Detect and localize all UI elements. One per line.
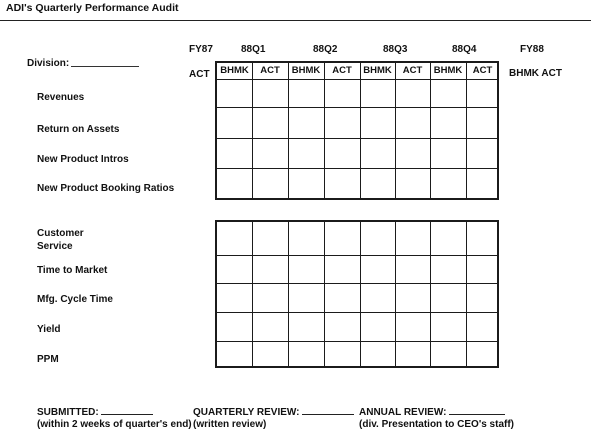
grid-line [217, 255, 497, 256]
row-label-line: Customer [37, 228, 84, 239]
row-label-customer-service [37, 227, 84, 253]
grid-line [217, 283, 497, 284]
grid-line [217, 107, 497, 108]
row-label-ppm: PPM [37, 354, 59, 365]
subheader-act: ACT [472, 65, 493, 76]
subheader-act: ACT [332, 65, 352, 76]
subheader-bhmk: BHMK [363, 65, 392, 76]
subheader-bhmk: BHMK [220, 65, 249, 76]
row-label-line: Service [37, 241, 73, 252]
fy87-act-label: ACT [189, 69, 210, 80]
row-label-new-product-booking-ratios: New Product Booking Ratios [37, 183, 175, 194]
grid-line [395, 222, 396, 366]
grid-line [324, 63, 325, 198]
annual-review-label: ANNUAL REVIEW: [359, 407, 447, 418]
grid-line [360, 63, 361, 198]
grid-line [217, 79, 497, 80]
grid-line [288, 63, 289, 198]
quarter-header: 88Q2 [313, 44, 338, 55]
division-label: Division: [27, 58, 70, 69]
row-label-revenues: Revenues [37, 92, 85, 103]
submitted-note: (within 2 weeks of quarter's end) [37, 419, 192, 430]
submitted-block [37, 405, 192, 431]
grid-line [288, 222, 289, 366]
grid-line [324, 222, 325, 366]
grid-line [217, 312, 497, 313]
grid-line [466, 63, 467, 198]
division-field[interactable] [71, 66, 139, 67]
submitted-field[interactable] [101, 405, 153, 415]
row-label-time-to-market: Time to Market [37, 265, 108, 276]
grid-line [395, 63, 396, 198]
performance-grid-operational [215, 220, 499, 368]
quarter-header: 88Q1 [241, 44, 266, 55]
document-title: ADI's Quarterly Performance Audit [6, 2, 179, 14]
annual-review-note: (div. Presentation to CEO's staff) [359, 419, 514, 430]
grid-line [217, 341, 497, 342]
grid-line [466, 222, 467, 366]
quarterly-review-block [193, 405, 354, 431]
quarterly-review-field[interactable] [302, 405, 354, 415]
grid-line [430, 222, 431, 366]
performance-grid-financial [215, 61, 499, 200]
quarterly-review-label: QUARTERLY REVIEW: [193, 407, 300, 418]
fy88-subheader: BHMK ACT [509, 68, 562, 79]
quarter-header: 88Q4 [452, 44, 477, 55]
subheader-bhmk: BHMK [433, 65, 463, 76]
grid-line [360, 222, 361, 366]
grid-line [252, 222, 253, 366]
title-rule [0, 20, 591, 21]
submitted-label: SUBMITTED: [37, 407, 99, 418]
annual-review-field[interactable] [449, 405, 505, 415]
annual-review-block [359, 405, 514, 431]
quarterly-review-note: (written review) [193, 419, 267, 430]
row-label-mfg-cycle-time: Mfg. Cycle Time [37, 294, 113, 305]
fy87-header: FY87 [189, 44, 213, 55]
quarter-header: 88Q3 [383, 44, 408, 55]
row-label-yield: Yield [37, 324, 61, 335]
subheader-act: ACT [402, 65, 423, 76]
grid-line [217, 168, 497, 169]
row-label-return-on-assets: Return on Assets [37, 124, 120, 135]
subheader-bhmk: BHMK [291, 65, 321, 76]
grid-line [217, 138, 497, 139]
fy88-header: FY88 [520, 44, 544, 55]
subheader-act: ACT [260, 65, 280, 76]
grid-line [252, 63, 253, 198]
row-label-new-product-intros: New Product Intros [37, 154, 129, 165]
grid-line [430, 63, 431, 198]
